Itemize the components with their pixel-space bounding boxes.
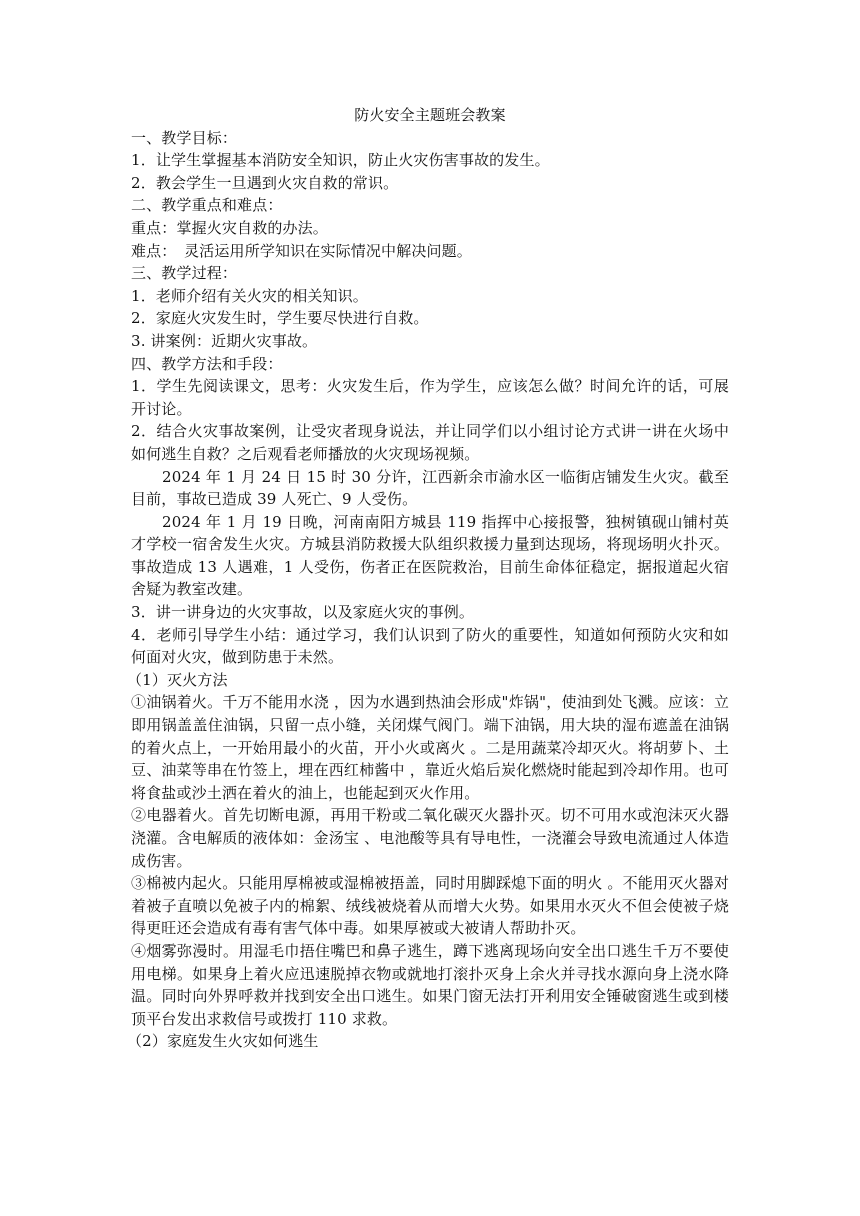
subheading-home-fire-escape: （2）家庭发生火灾如何逃生	[127, 1032, 319, 1051]
list-item: 1．让学生掌握基本消防安全知识，防止火灾伤害事故的发生。	[131, 151, 550, 170]
list-item: 2．结合火灾事故案例，让受灾者现身说法，并让同学们以小组讨论方式讲一讲在火场中如何逃生自救？之后观看老师播放的火灾现场视频。	[131, 422, 729, 463]
list-item: 2．教会学生一旦遇到火灾自救的常识。	[131, 173, 399, 192]
document-title: 防火安全主题班会教案	[354, 106, 506, 124]
method-electrical-fire: ②电器着火。首先切断电源，再用干粉或二氧化碳灭火器扑灭。切不可用水或泡沫灭火器浇灌。含电解质的液体如：金汤宝 、电池酸等具有导电性，一浇灌会导致电流通过人体造成伤害。	[131, 806, 729, 870]
section-heading-methods: 四、教学方法和手段：	[131, 354, 283, 373]
list-item: 3．讲一讲身边的火灾事故，以及家庭火灾的事例。	[131, 603, 474, 622]
method-smoke-escape: ④烟雾弥漫时。用湿毛巾捂住嘴巴和鼻子逃生，蹲下逃离现场向安全出口逃生千万不要使用电梯。如果身上着火应迅速脱掉衣物或就地打滚扑灭身上余火并寻找水源向身上浇水降温。同时向外界呼救并找到安全出口逃生。如果门窗无法打开利用安全锤破窗逃生或到楼顶平台发出求救信号或拨打 110 求救。	[131, 941, 729, 1028]
document-body	[127, 104, 729, 1053]
subheading-extinguishing-methods: （1）灭火方法	[127, 670, 228, 689]
method-oil-pan-fire: ①油锅着火。千万不能用水浇 ，因为水遇到热油会形成"炸锅"，使油到处飞溅。应该：立即用锅盖盖住油锅，只留一点小缝，关闭煤气阀门。端下油锅，用大块的湿布遮盖在油锅的着火点上，一开始用最小的火苗，开小火或离火 。二是用蔬菜冷却灭火。将胡萝卜、土豆、油菜等串在竹签上，埋在西红柿酱中 ，靠近火焰后炭化燃烧时能起到冷却作用。也可将食盐或沙土洒在着火的油上，也能起到灭火作用。	[131, 693, 729, 802]
list-item: 1．学生先阅读课文，思考：火灾发生后，作为学生，应该怎么做？时间允许的话，可展开讨论。	[131, 377, 729, 418]
list-item: 4．老师引导学生小结：通过学习，我们认识到了防火的重要性，知道如何预防火灾和如何面对火灾，做到防患于未然。	[131, 625, 729, 667]
difficulty-point: 难点： 灵活运用所学知识在实际情况中解决问题。	[131, 241, 472, 260]
key-point: 重点：掌握火灾自救的办法。	[131, 218, 328, 237]
method-quilt-fire: ③棉被内起火。只能用厚棉被或湿棉被捂盖，同时用脚踩熄下面的明火 。不能用灭火器对着被子直喷以免被子内的棉絮、绒线被烧着从而增大火势。如果用水灭火不但会使被子烧得更旺还会造成有毒有害气体中毒。如果厚被或大被请人帮助扑灭。	[131, 874, 729, 938]
list-item: 3. 讲案例：近期火灾事故。	[131, 331, 318, 350]
list-item: 2．家庭火灾发生时，学生要尽快进行自救。	[131, 309, 429, 328]
section-heading-objectives: 一、教学目标：	[131, 128, 238, 147]
section-heading-process: 三、教学过程：	[131, 264, 238, 283]
case-paragraph-xinyu: 2024 年 1 月 24 日 15 时 30 分许，江西新余市渝水区一临街店铺发生火灾。截至目前，事故已造成 39 人死亡、9 人受伤。	[131, 467, 729, 509]
list-item: 1．老师介绍有关火灾的相关知识。	[131, 286, 368, 305]
section-heading-key-points: 二、教学重点和难点：	[131, 196, 283, 215]
case-paragraph-fangcheng: 2024 年 1 月 19 日晚，河南南阳方城县 119 指挥中心接报警，独树镇砚山铺村英才学校一宿舍发生火灾。方城县消防救援大队组织救援力量到达现场，将现场明火扑灭。事故造成 13 人遇难，1 人受伤，伤者正在医院救治，目前生命体征稳定，据报道起火宿舍疑为教室改建。	[131, 512, 729, 599]
